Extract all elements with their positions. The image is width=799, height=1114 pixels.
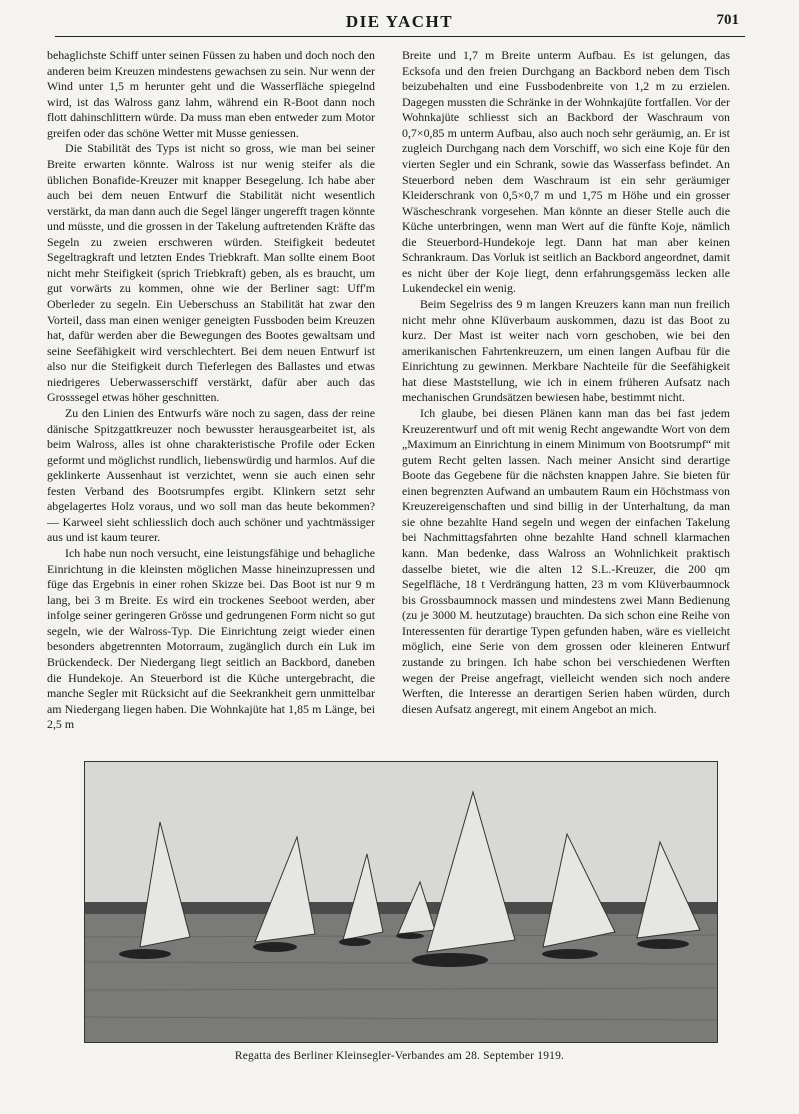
right-column xyxy=(402,48,730,717)
paragraph: Ich glaube, bei diesen Plänen kann man das bei fast jedem Kreuzerentwurf und oft mit wenig Recht angewandte Wort von dem „Maximum an Einrichtung in einem Minimum von Bootsrumpf“ mit gutem Recht gelten lassen. Nach meiner Ansicht sind derartige Boote das Gegebene für die nächsten knappen Jahre. Sie bieten für einen begrenzten Aufwand an umbautem Raum ein Höchstmass von Kreuzereigenschaften und sind billig in der Unterhaltung, da man sie ohne bezahlte Hand segeln und wegen der einfachen Takelung bei Nachmittagsfahrten ohne bezahlte Hand schnell klarmachen kann. Man bedenke, dass Walross an Wohnlichkeit praktisch dasselbe bietet, wie die alten 12 S.L.-Kreuzer, die 200 qm Segelfläche, 18 t Verdrängung hatten, 23 m vom Klüverbaumnock bis Grossbaumnock massen und mindestens zwei Mann Bedienung (zu je 3000 M. heutzutage) brauchten. Da sich schon eine Reihe von Interessenten für derartige Typen gefunden haben, wäre es vielleicht möglich, eine Serie von dem grossen oder kleineren Entwurf zustande zu bringen. Ich habe schon bei verschiedenen Werften wegen der Preise angefragt, vielleicht wenden sich noch andere Werften, die Interesse an derartigen Serien haben würden, durch diesen Aufsatz angeregt, mit einem Angebot an mich. xyxy=(402,405,730,716)
header-rule xyxy=(55,36,745,37)
running-title: DIE YACHT xyxy=(345,12,454,31)
paragraph: Beim Segelriss des 9 m langen Kreuzers kann man nun freilich nicht mehr ohne Klüverbaum auskommen, dazu ist das Boot zu kurz. Der Mast ist weiter nach vorn geschoben, wie bei den amerikanischen Fahrtenkreuzern, um einen langen Aufbau für die Einrichtung zu gewinnen. Merkbare Nachteile für die Seefähigkeit hat diese Maststellung, wie ich in einem früheren Aufsatz nach mechanischen Grundsätzen bewiesen habe, bestimmt nicht. xyxy=(402,297,730,405)
paragraph: Ich habe nun noch versucht, eine leistungsfähige und behagliche Einrichtung in die kleinsten möglichen Masse hineinzupressen und füge das Ergebnis in einer rohen Skizze bei. Das Boot ist nur 9 m lang, bei 3 m Breite. Es wird ein trockenes Seeboot werden, aber infolge seiner geringeren Grösse und gedrungenen Form nicht so gut segeln, wie der Walross-Typ. Die Einrichtung zeigt wieder einen besonders abgetrennten Motorraum, zugänglich durch ein Luk im Brückendeck. Der Niedergang liegt seitlich an Backbord, daneben die Hundekoje. An Steuerbord ist die Küche untergebracht, die manche Segler mit Rücksicht auf die Seekrankheit gern unmittelbar am Niedergang liegen haben. Die Wohnkajüte hat 1,85 m Länge, bei 2,5 m xyxy=(47,546,375,732)
page-header xyxy=(0,12,799,34)
paragraph: Zu den Linien des Entwurfs wäre noch zu sagen, dass der reine dänische Spitzgattkreuzer noch bewusster herausgearbeitet ist, als beim Walross, alles ist ohne charakteristische Profile oder Ecken geformt und möglichst rundlich, liebenswürdig und harmlos. Auf die geklinkerte Aussenhaut ist verzichtet, wenn sie auch einen sehr festen Verband des Bootsrumpfes ergibt. Klinkern setzt sehr abgelagertes Holz voraus, und wo soll man das heute bekommen? — Karweel sieht schliesslich doch auch schöner und yachtmässiger aus und ist kaum teurer. xyxy=(47,405,375,545)
regatta-photograph xyxy=(84,761,718,1043)
sailboats-illustration xyxy=(85,762,717,1042)
paragraph: behaglichste Schiff unter seinen Füssen zu haben und doch noch den anderen beim Kreuzen mindestens gewachsen zu sein. Nur wenn der Wind unter 1,5 m herunter geht und die Wasserfläche spiegelnd wird, ist das Walross ganz lahm, während ein R-Boot dann noch flott dahinschlittern würde. Da muss man eben entweder zum Motor greifen oder das schöne Wetter mit Musse geniessen. xyxy=(47,48,375,140)
paragraph: Die Stabilität des Typs ist nicht so gross, wie man bei seiner Breite erwarten könnte. Walross ist nur wenig steifer als die üblichen Bonafide-Kreuzer mit knapper Besegelung. Ich habe aber auch bei dem neuen Entwurf die Stabilität nicht wesentlich verstärkt, da man dann auch die Segel länger ungerefft tragen könnte und müsste, und die grossen in der Takelung auftretenden Kräfte das Segeln zu zweien erschweren würden. Steifigkeit bedeutet Segeltragkraft und letzten Endes Triebkraft. Man sollte einem Boot nicht mehr Steifigkeit (sprich Triebkraft) geben, als es braucht, um gut vorwärts zu kommen, ohne wie der Berliner sagt: Uff'm Oberleder zu segeln. Ein Ueberschuss an Stabilität hat zwar den Vorteil, dass man einen weniger geneigten Fussboden beim Kreuzen hat, dafür werden aber die Bewegungen des Bootes gewaltsam und seine Seefähigkeit wird verschlechtert. Bei dem neuen Entwurf ist also nur die Steifigkeit durch Tieferlegen des Ballastes und etwas niedrigeres Ueberwasserschiff verstärkt, dafür aber auch das Grosssegel etwas höher geschnitten. xyxy=(47,141,375,405)
page-number: 701 xyxy=(716,12,739,28)
left-column xyxy=(47,48,375,733)
figure-caption: Regatta des Berliner Kleinsegler-Verbandes am 28. September 1919. xyxy=(234,1050,565,1062)
paragraph: Breite und 1,7 m Breite unterm Aufbau. Es ist gelungen, das Ecksofa und den freien Durchgang an Backbord neben dem Tisch beizubehalten und eine Fussbodenbreite von 1,2 m zu erzielen. Dagegen mussten die Schränke in der Wohnkajüte fortfallen. Vor der Wohnkajüte schliesst sich an Backbord der Waschraum von 0,7×0,85 m unterm Aufbau, also auch noch sehr geräumig, an. Er ist zugleich Durchgang nach dem Vorschiff, wo sich eine Koje für den vierten Segler und ein Schrank, sowie das Wasserfass befindet. An Steuerbord neben dem Waschraum ist ein sehr geräumiger Kleiderschrank von 0,5×0,7 m und 1,75 m Höhe und ein grosser Wäscheschrank vorgesehen. Man könnte an dieser Stelle auch die Küche unterbringen, wenn man Wert auf die fünfte Koje, nämlich die Steuerbord-Hundekoje legt. Dann hat man aber keinen Schrankraum. Das Vorluk ist seitlich an Backbord angeordnet, damit es nicht über der Koje liegt, denn erfahrungsgemäss lecken alle Lukendeckel ein wenig. xyxy=(402,48,730,296)
